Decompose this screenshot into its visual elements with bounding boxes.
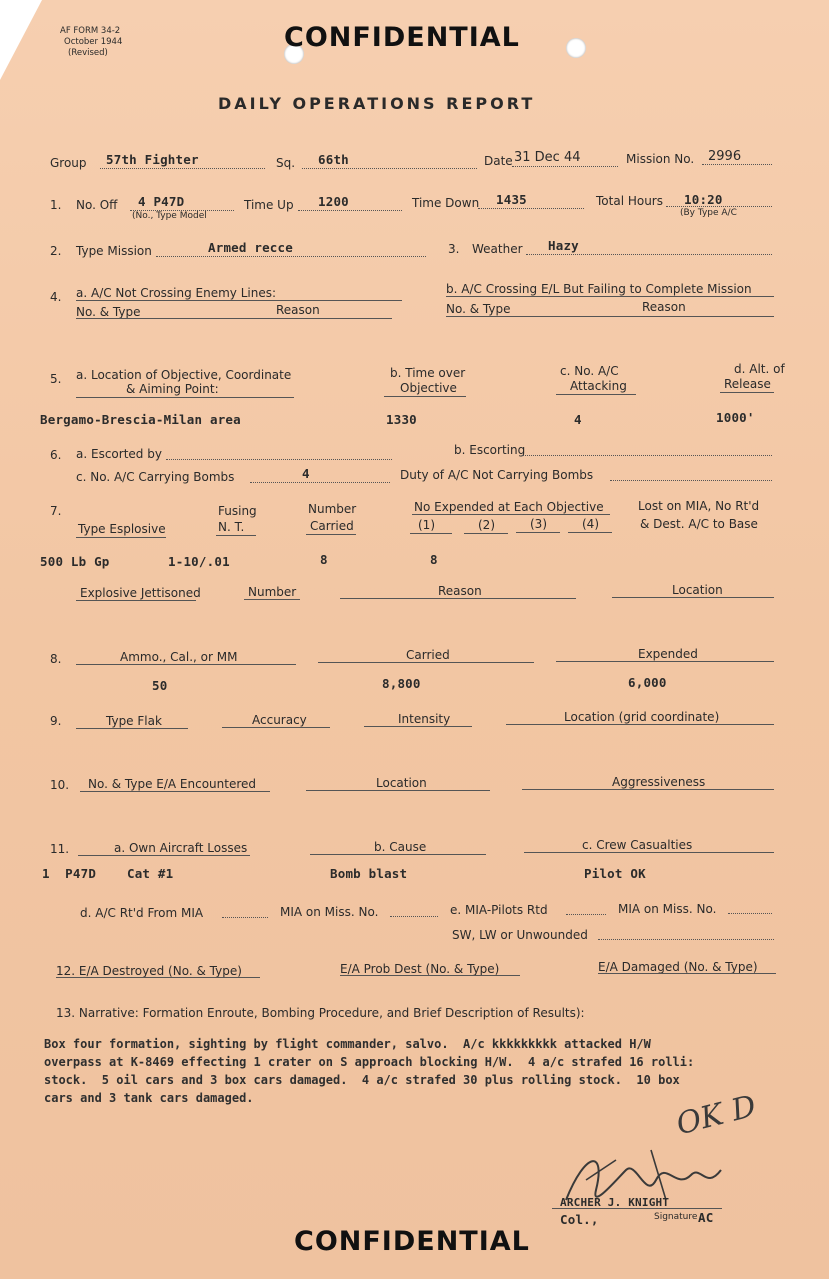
no-ac-value: 4	[574, 412, 582, 427]
failing-mission-reason: Reason	[642, 300, 686, 314]
narrative-line: Box four formation, sighting by flight commander, salvo. A/c kkkkkkkkk attacked H/W	[44, 1037, 651, 1051]
aggressiveness-label: Aggressiveness	[612, 775, 706, 789]
sq-value: 66th	[318, 152, 349, 167]
ammo-carried-value: 8,800	[382, 676, 421, 691]
punch-hole	[566, 38, 586, 58]
accuracy-label: Accuracy	[252, 713, 307, 727]
ammo-label: Ammo., Cal., or MM	[120, 650, 238, 664]
number-carried-label-2: Carried	[310, 519, 354, 533]
intensity-label: Intensity	[398, 712, 451, 726]
type-mission-label: Type Mission	[76, 244, 152, 258]
signature-ac: AC	[698, 1210, 714, 1225]
number-carried-label: Number	[308, 502, 357, 516]
not-crossing-reason: Reason	[276, 303, 320, 317]
type-explosive-value: 500 Lb Gp	[40, 554, 110, 569]
report-title: DAILY OPERATIONS REPORT	[218, 94, 536, 113]
item-num: 6.	[50, 448, 62, 462]
mia-pilots-rtd-label: e. MIA-Pilots Rtd	[450, 903, 548, 917]
weather-value: Hazy	[548, 238, 579, 253]
item-num: 1.	[50, 198, 62, 212]
folded-corner	[0, 0, 42, 80]
wounded-label: SW, LW or Unwounded	[452, 928, 588, 942]
item-num: 7.	[50, 504, 62, 518]
ea-damaged-label: E/A Damaged (No. & Type)	[598, 960, 758, 974]
ammo-value: 50	[152, 678, 168, 693]
group-label: Group	[50, 156, 87, 170]
total-hours-value: 10:20	[684, 192, 723, 207]
item-num: 5.	[50, 372, 62, 386]
total-hours-label: Total Hours	[596, 194, 663, 208]
item-num: 11.	[50, 842, 70, 856]
fusing-label: Fusing	[218, 504, 257, 518]
handwritten-initials: OK D	[672, 1088, 760, 1143]
fusing-label-2: N. T.	[218, 520, 245, 534]
alt-release-label: d. Alt. of	[734, 362, 785, 376]
time-over-value: 1330	[386, 412, 417, 427]
number-carried-value: 8	[320, 552, 328, 567]
item-num: 4.	[50, 290, 62, 304]
objective-3-label: (3)	[530, 517, 547, 531]
objective-label-2: & Aiming Point:	[126, 382, 219, 396]
mia-pilots-miss-no-label: MIA on Miss. No.	[618, 902, 717, 916]
ammo-expended-label: Expended	[638, 647, 698, 661]
ea-destroyed-label: 12. E/A Destroyed (No. & Type)	[56, 964, 242, 978]
objective-value: Bergamo-Brescia-Milan area	[40, 412, 241, 427]
time-down-value: 1435	[496, 192, 527, 207]
no-ac-label: c. No. A/C	[560, 364, 619, 378]
confidential-header: CONFIDENTIAL	[284, 22, 520, 53]
objective-4-label: (4)	[582, 517, 599, 531]
narrative-text	[44, 1035, 824, 1107]
type-mission-value: Armed recce	[208, 240, 293, 255]
objective-1-label: (1)	[418, 518, 435, 532]
time-down-label: Time Down	[412, 196, 480, 210]
mission-label: Mission No.	[626, 152, 695, 166]
time-over-label-2: Objective	[400, 381, 457, 395]
failing-mission-label: b. A/C Crossing E/L But Failing to Complete Mission	[446, 282, 752, 296]
confidential-footer: CONFIDENTIAL	[294, 1226, 530, 1257]
item-num: 9.	[50, 714, 62, 728]
ea-location-label: Location	[376, 776, 427, 790]
ammo-carried-label: Carried	[406, 648, 450, 662]
signer-rank: Col.,	[560, 1212, 599, 1227]
failing-mission-no-type: No. & Type	[446, 302, 511, 316]
narrative-line: stock. 5 oil cars and 3 box cars damaged. 4 a/c strafed 30 plus rolling stock. 10 box	[44, 1073, 680, 1087]
narrative-line: overpass at K-8469 effecting 1 crater on S approach blocking H/W. 4 a/c strafed 16 rolli:	[44, 1055, 695, 1069]
no-off-value: 4 P47D	[138, 194, 185, 209]
lost-mia-label-2: & Dest. A/C to Base	[640, 517, 758, 531]
alt-release-value: 1000'	[716, 410, 755, 425]
date-value: 31 Dec 44	[514, 150, 581, 165]
mission-value: 2996	[708, 149, 742, 164]
objective-label: a. Location of Objective, Coordinate	[76, 368, 292, 382]
escorted-by-label: a. Escorted by	[76, 447, 162, 461]
type-flak-label: Type Flak	[106, 714, 162, 728]
lost-mia-label: Lost on MIA, No Rt'd	[638, 499, 760, 513]
flak-location-label: Location (grid coordinate)	[564, 710, 720, 724]
own-losses-value: 1 P47D Cat #1	[42, 866, 174, 881]
group-value: 57th Fighter	[106, 152, 199, 167]
form-id: AF FORM 34-2 October 1944 (Revised)	[60, 26, 123, 58]
cause-value: Bomb blast	[330, 866, 408, 881]
ac-carrying-bombs-value: 4	[302, 466, 310, 481]
item-num: 2.	[50, 244, 62, 258]
time-up-value: 1200	[318, 194, 349, 209]
escorting-label: b. Escorting	[454, 443, 526, 457]
crew-casualties-label: c. Crew Casualties	[582, 838, 693, 852]
jettisoned-number-label: Number	[248, 585, 297, 599]
duty-label: Duty of A/C Not Carrying Bombs	[400, 468, 594, 482]
cause-label: b. Cause	[374, 840, 427, 854]
narrative-label: 13. Narrative: Formation Enroute, Bombing Procedure, and Brief Description of Results):	[56, 1006, 585, 1020]
ac-rtd-mia-label: d. A/C Rt'd From MIA	[80, 906, 204, 920]
sq-label: Sq.	[276, 156, 296, 170]
type-explosive-label: Type Esplosive	[78, 522, 166, 536]
no-off-label: No. Off	[76, 198, 118, 212]
item-num: 10.	[50, 778, 70, 792]
jettisoned-reason-label: Reason	[438, 584, 482, 598]
item-num: 8.	[50, 652, 62, 666]
ea-prob-dest-label: E/A Prob Dest (No. & Type)	[340, 962, 500, 976]
ac-carrying-bombs-label: c. No. A/C Carrying Bombs	[76, 470, 235, 484]
time-up-label: Time Up	[244, 198, 294, 212]
alt-release-label-2: Release	[724, 377, 771, 391]
ea-encountered-label: No. & Type E/A Encountered	[88, 777, 257, 791]
own-losses-label: a. Own Aircraft Losses	[114, 841, 248, 855]
not-crossing-label: a. A/C Not Crossing Enemy Lines:	[76, 286, 277, 300]
objective-2-label: (2)	[478, 518, 495, 532]
ammo-expended-value: 6,000	[628, 675, 667, 690]
total-hours-sub: (By Type A/C	[680, 208, 737, 218]
no-ac-label-2: Attacking	[570, 379, 627, 393]
fusing-value: 1-10/.01	[168, 554, 230, 569]
not-crossing-no-type: No. & Type	[76, 305, 141, 319]
expended-label: No Expended at Each Objective	[414, 500, 604, 514]
signer-name: ARCHER J. KNIGHT	[560, 1196, 670, 1209]
objective-1-value: 8	[430, 552, 438, 567]
no-off-sub: (No., Type Model	[132, 211, 207, 221]
weather-label: Weather	[472, 242, 523, 256]
narrative-line: cars and 3 tank cars damaged.	[44, 1091, 254, 1105]
item-num: 3.	[448, 242, 460, 256]
date-label: Date	[484, 154, 513, 168]
signature-label: Signature	[654, 1212, 698, 1222]
mia-miss-no-label: MIA on Miss. No.	[280, 905, 379, 919]
jettisoned-location-label: Location	[672, 583, 723, 597]
explosive-jettisoned-label: Explosive Jettisoned	[80, 586, 201, 600]
crew-casualties-value: Pilot OK	[584, 866, 646, 881]
time-over-label: b. Time over	[390, 366, 466, 380]
